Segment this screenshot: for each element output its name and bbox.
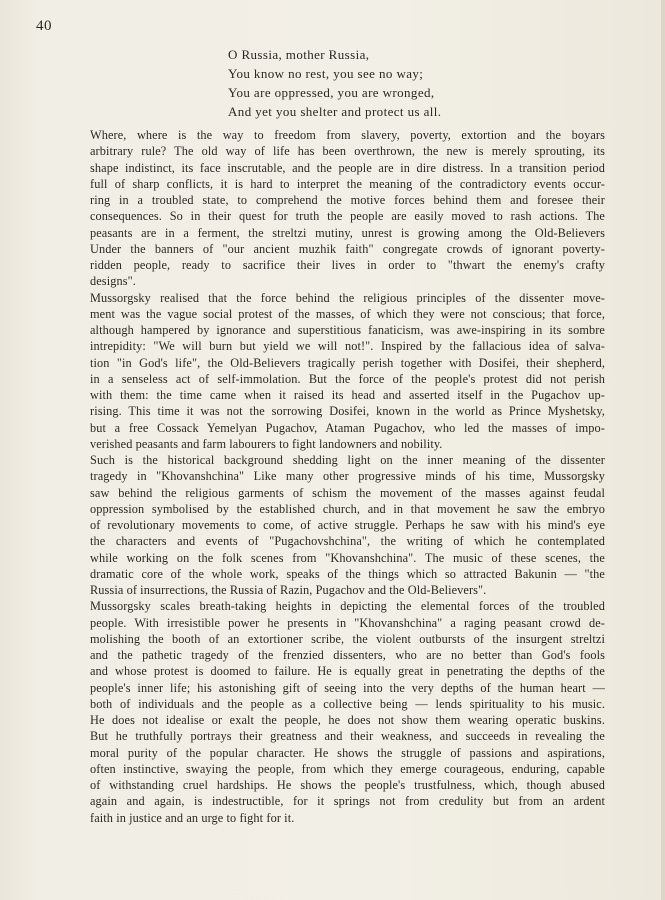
text-line: saw behind the religious garments of schism the movement of the masses against feudal [90,485,605,500]
text-line: moral purity of the popular character. He shows the struggle of passions and aspirations, [90,745,605,760]
poem-line: You are oppressed, you are wronged, [228,85,435,100]
text-line: and whose protest is doomed to failure. He is equally great in penetrating the depths of the [90,664,605,679]
body-text [90,127,605,826]
text-line: of withstanding cruel hardships. He shows the people's trustfulness, which, though abused [90,778,605,792]
text-line: of revolutionary movements to come, of active struggle. Perhaps he saw with his mind's eye [90,518,605,532]
text-line: Russia of insurrections, the Russia of Razin, Pugachov and the Old-Believers". [90,583,487,597]
text-line: molishing the booth of an extortioner scribe, the violent outbursts of the insurgent streltzi [90,631,605,646]
page-edge-shadow [661,0,665,900]
text-line: ring in a troubled state, to comprehend the motive forces behind them and foresee their [90,193,605,207]
text-line: intrepidity: "We will burn but yield we will not!". Inspired by the fallacious idea of salva- [90,339,605,354]
text-line: He does not idealise or exalt the people, he does not show them wearing operatic buskins. [90,713,605,727]
text-line: tragedy in "Khovanshchina" Like many other progressive minds of his time, Mussorgsky [90,469,605,484]
text-line: designs". [90,274,136,289]
text-line: Mussorgsky realised that the force behind the religious principles of the dissenter move- [90,290,605,305]
poem-line: You know no rest, you see no way; [228,66,424,81]
text-line: but a free Cossack Yemelyan Pugachov, Ataman Pugachov, who led the masses of impo- [90,420,605,435]
text-line: tion "in God's life", the Old-Believers tragically perish together with Dosifei, their shepherd, [90,355,605,370]
text-line: and the pathetic tragedy of the frenzied dissenters, who are no better than God's fools [90,648,605,662]
text-line: while working on the folk scenes from "Khovanshchina". The music of these scenes, the [90,550,605,565]
text-line: although hampered by ignorance and superstitious fanaticism, was awe-inspiring in its sombre [90,323,605,337]
poem-epigraph [228,45,528,121]
text-line: full of sharp conflicts, it is hard to interpret the meaning of the contradictory events occur- [90,176,605,191]
text-line: ment was the vague social protest of the masses, of which they were not conscious; that force, [90,306,605,321]
text-line: Mussorgsky scales breath-taking heights in depicting the elemental forces of the troubled [90,599,605,614]
text-line: again and again, is indestructible, for it springs not from credulity but from an ardent [90,794,605,809]
text-line: often instinctive, swaying the people, from which they emerge courageous, enduring, capable [90,761,605,776]
text-line: dramatic core of the whole work, speaks of the things which so attracted Bakunin — "the [90,566,605,581]
text-line: Such is the historical background shedding light on the inner meaning of the dissenter [90,453,605,467]
page-number: 40 [36,18,52,34]
text-line: oppression symbolised by the established church, and in that movement he saw the embryo [90,501,605,516]
text-line: both of individuals and the people as a collective being — lends spirituality to his music. [90,696,605,711]
text-line: peasants are in a ferment, the streltzi mutiny, unrest is growing among the Old-Believers [90,225,605,240]
text-line: consequences. So in their quest for truth the people are easily moved to rash actions. The [90,209,605,224]
text-line: shape indistinct, its face inscrutable, and the people are in dire distress. In a transition period [90,160,605,175]
paragraph-4 [90,598,605,826]
paragraph-2 [90,290,605,453]
text-line: people. With irresistible power he presents in "Khovanshchina" a raging peasant crowd de- [90,615,605,630]
text-line: Under the banners of "our ancient muzhik faith" congregate crowds of ignorant poverty- [90,241,605,256]
text-line: Where, where is the way to freedom from slavery, poverty, extortion and the boyars [90,128,605,142]
text-line: verished peasants and farm labourers to fight landowners and nobility. [90,436,443,451]
text-line: faith in justice and an urge to fight for it. [90,810,295,825]
text-line: ridden people, ready to sacrifice their lives in order to "thwart the enemy's crafty [90,258,605,272]
poem-line: O Russia, mother Russia, [228,47,370,62]
text-line: arbitrary rule? The old way of life has been overthrown, the new is merely sprouting, its [90,144,605,159]
text-line: But he truthfully portrays their greatness and their weakness, and succeeds in revealing the [90,729,605,744]
text-line: people's inner life; his astonishing gift of seeing into the very depths of the human heart — [90,680,605,695]
paragraph-3 [90,452,605,598]
paragraph-1 [90,127,605,290]
poem-line: And yet you shelter and protect us all. [228,104,442,119]
text-line: in a senseless act of self-immolation. But the force of the people's protest did not perish [90,371,605,386]
text-line: with them: the time came when it raised its head and asserted itself in the Pugachov up- [90,388,605,402]
text-line: rising. This time it was not the sorrowing Dosifei, known in the world as Prince Myshetsky, [90,404,605,419]
text-line: the characters and events of "Pugachovshchina", the writing of which he contemplated [90,534,605,549]
